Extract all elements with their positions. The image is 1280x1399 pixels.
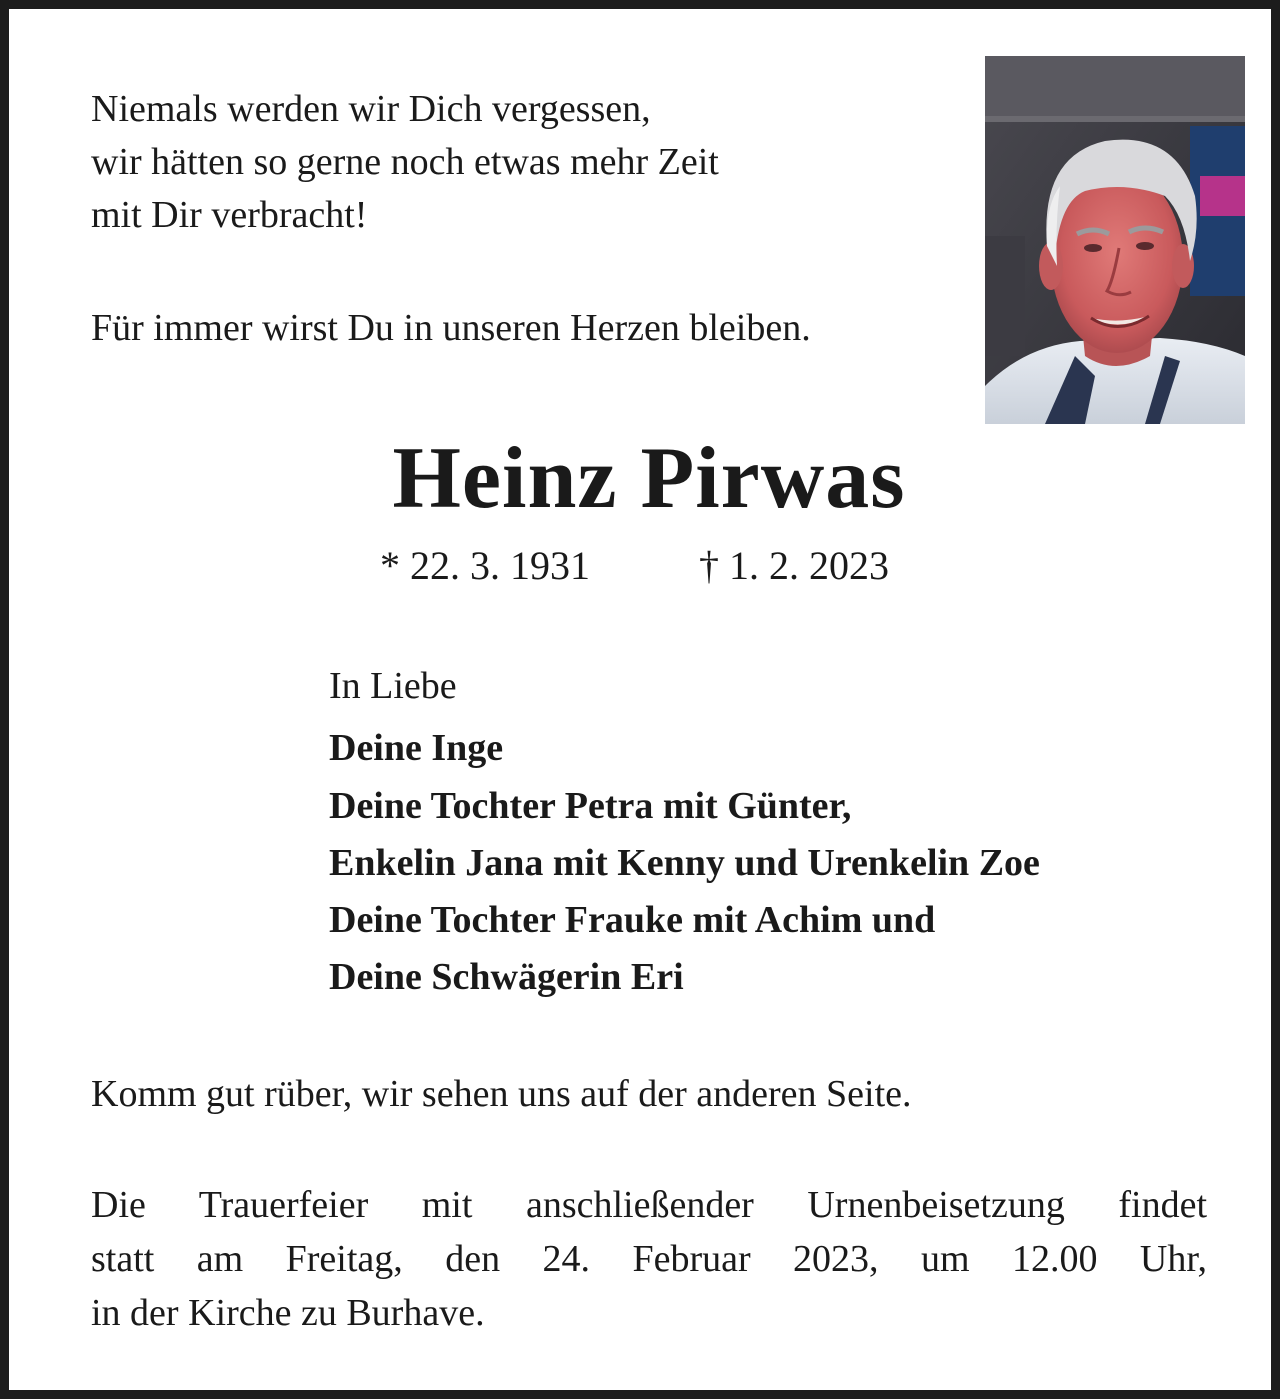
intro-line-3: mit Dir verbracht! [91, 194, 368, 236]
death-date: † 1. 2. 2023 [699, 543, 889, 588]
closing-text: Komm gut rüber, wir sehen uns auf der anderen Seite. [91, 1073, 912, 1115]
family-member: Deine Inge [329, 727, 504, 769]
intro-line-2: wir hätten so gerne noch etwas mehr Zeit [91, 141, 719, 183]
family-member: Deine Tochter Frauke mit Achim und [329, 899, 936, 941]
family-member: Deine Tochter Petra mit Günter, [329, 785, 852, 827]
service-line: statt am Freitag, den 24. Februar 2023, um 12.00 Uhr, [91, 1238, 1207, 1280]
portrait-photo [985, 56, 1245, 424]
deceased-name: Heinz Pirwas [392, 430, 906, 527]
intro-line-1: Niemals werden wir Dich vergessen, [91, 88, 651, 130]
family-member: Deine Schwägerin Eri [329, 956, 684, 998]
service-line: in der Kirche zu Burhave. [91, 1292, 485, 1334]
portrait-photo-icon [985, 56, 1245, 424]
family-intro: In Liebe [329, 665, 457, 707]
service-info [91, 1178, 1207, 1340]
intro-line-4: Für immer wirst Du in unseren Herzen bleiben. [91, 307, 811, 349]
service-line: Die Trauerfeier mit anschließender Urnenbeisetzung findet [91, 1184, 1207, 1226]
birth-date: * 22. 3. 1931 [380, 543, 590, 588]
family-member: Enkelin Jana mit Kenny und Urenkelin Zoe [329, 842, 1040, 884]
